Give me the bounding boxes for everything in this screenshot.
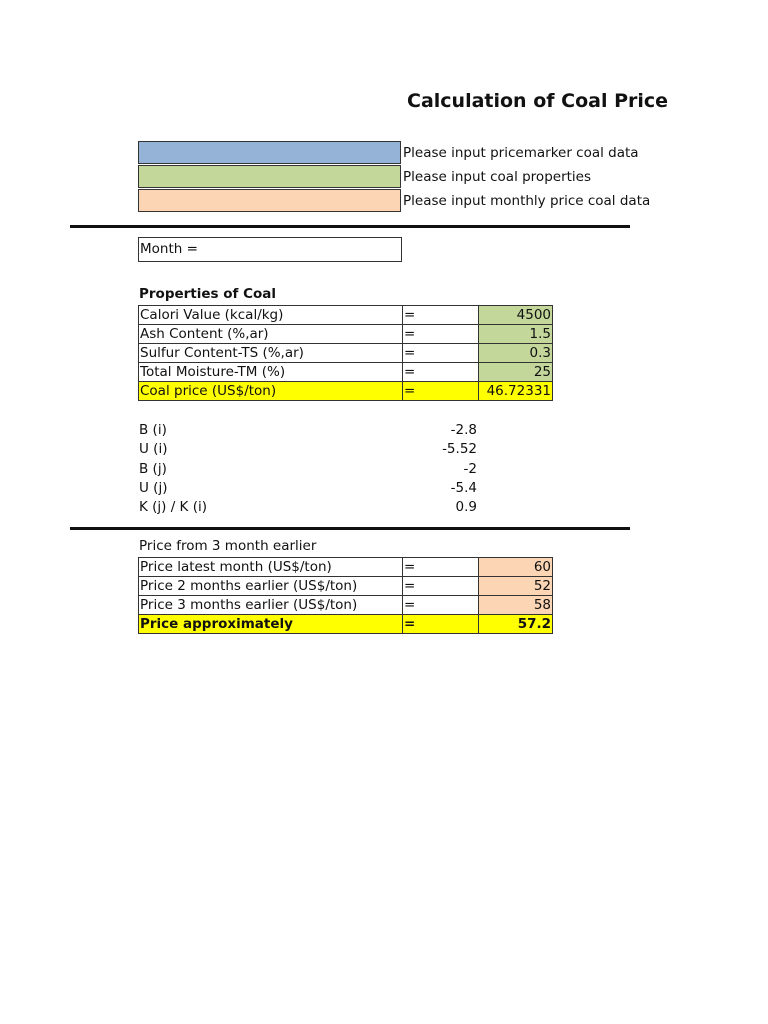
coef-label: U (j): [139, 480, 168, 496]
coef-value: -2: [463, 461, 477, 477]
equals-cell: =: [403, 344, 479, 363]
equals-cell: =: [403, 306, 479, 325]
moisture-label: Total Moisture-TM (%): [139, 363, 403, 382]
price-heading: Price from 3 month earlier: [139, 538, 317, 554]
price-2-months-label: Price 2 months earlier (US$/ton): [139, 577, 403, 596]
coal-price-label: Coal price (US$/ton): [139, 382, 403, 401]
table-row: [139, 577, 553, 596]
coef-label: B (j): [139, 461, 167, 477]
price-table: [138, 557, 553, 634]
divider-top: [70, 225, 630, 228]
table-row: [139, 558, 553, 577]
coefficient-row: [139, 479, 477, 498]
coefficient-row: [139, 421, 477, 440]
price-3-months-label: Price 3 months earlier (US$/ton): [139, 596, 403, 615]
calori-value-input[interactable]: 4500: [479, 306, 553, 325]
equals-cell: =: [403, 577, 479, 596]
price-3-months-input[interactable]: 58: [479, 596, 553, 615]
price-latest-label: Price latest month (US$/ton): [139, 558, 403, 577]
ash-label: Ash Content (%,ar): [139, 325, 403, 344]
equals-cell: =: [403, 596, 479, 615]
price-latest-input[interactable]: 60: [479, 558, 553, 577]
table-row: [139, 325, 553, 344]
legend-swatch-monthly: [138, 189, 401, 212]
table-row: [139, 344, 553, 363]
equals-cell: =: [403, 363, 479, 382]
ash-value-input[interactable]: 1.5: [479, 325, 553, 344]
table-row: [139, 306, 553, 325]
legend-text-monthly: Please input monthly price coal data: [403, 193, 651, 209]
divider-middle: [70, 527, 630, 530]
table-row: [139, 382, 553, 401]
price-approx-label: Price approximately: [139, 615, 403, 634]
table-row: [139, 363, 553, 382]
sulfur-label: Sulfur Content-TS (%,ar): [139, 344, 403, 363]
coef-value: -5.52: [442, 441, 477, 457]
coef-value: 0.9: [455, 499, 477, 515]
table-row: [139, 596, 553, 615]
sulfur-value-input[interactable]: 0.3: [479, 344, 553, 363]
legend-text-properties: Please input coal properties: [403, 169, 592, 185]
coef-label: B (i): [139, 422, 167, 438]
properties-table: [138, 305, 553, 401]
coal-price-value: 46.72331: [479, 382, 553, 401]
equals-cell: =: [403, 382, 479, 401]
equals-cell: =: [403, 558, 479, 577]
legend-swatch-properties: [138, 165, 401, 188]
coefficient-row: [139, 460, 477, 479]
month-field[interactable]: Month =: [138, 237, 402, 262]
coefficient-row: [139, 440, 477, 459]
coefficient-row: [139, 498, 477, 517]
coef-value: -2.8: [450, 422, 477, 438]
legend-text-pricemarker: Please input pricemarker coal data: [403, 145, 639, 161]
moisture-value-input[interactable]: 25: [479, 363, 553, 382]
calori-label: Calori Value (kcal/kg): [139, 306, 403, 325]
legend-swatch-pricemarker: [138, 141, 401, 164]
coef-value: -5.4: [450, 480, 477, 496]
price-approx-value: 57.2: [479, 615, 553, 634]
coef-label: K (j) / K (i): [139, 499, 207, 515]
equals-cell: =: [403, 615, 479, 634]
properties-heading: Properties of Coal: [139, 286, 277, 302]
equals-cell: =: [403, 325, 479, 344]
page-title: Calculation of Coal Price: [407, 90, 669, 112]
price-2-months-input[interactable]: 52: [479, 577, 553, 596]
coef-label: U (i): [139, 441, 168, 457]
table-row: [139, 615, 553, 634]
